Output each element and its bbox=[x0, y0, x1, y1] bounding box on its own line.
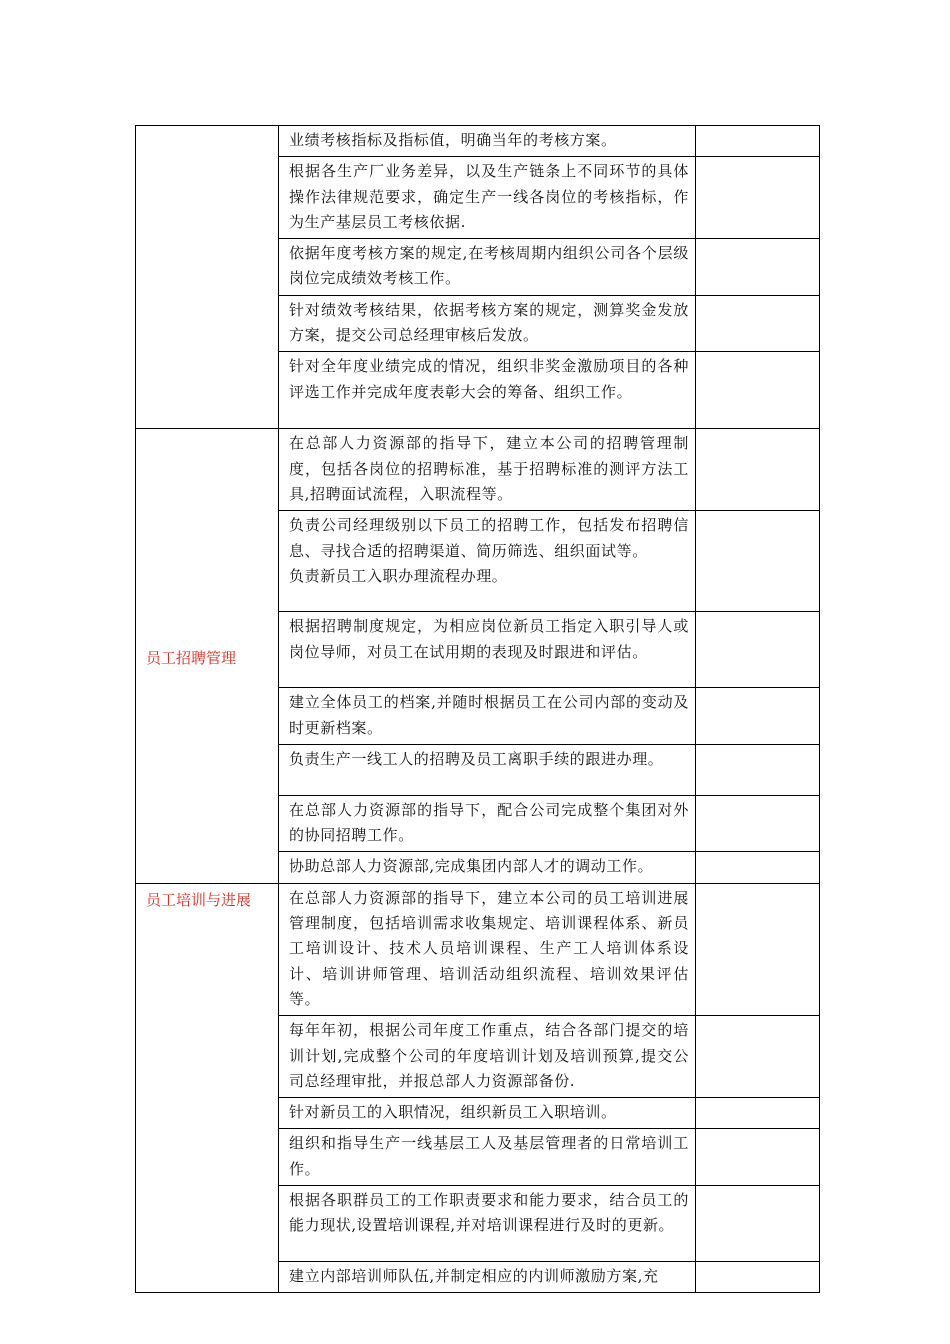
blank-cell bbox=[696, 157, 820, 239]
duty-cell bbox=[279, 429, 696, 511]
duty-text: 负责生产一线工人的招聘及员工离职手续的跟进办理。 bbox=[289, 749, 664, 768]
duty-text: 在总部人力资源部的指导下，建立本公司的员工培训进展管理制度，包括培训需求收集规定、培训课程体系、新员工培训设计、技术人员培训课程、生产工人培训体系设计、培训讲师管理、培训活动组织流程、培训效果评估等。 bbox=[289, 888, 689, 1008]
duty-cell bbox=[279, 126, 696, 157]
blank-cell bbox=[696, 852, 820, 883]
duty-text: 针对全年度业绩完成的情况，组织非奖金激励项目的各种评选工作并完成年度表彰大会的筹备、组织工作。 bbox=[289, 357, 689, 401]
duty-cell bbox=[279, 883, 696, 1015]
duties-table bbox=[135, 125, 820, 1293]
table-row bbox=[136, 883, 820, 1015]
blank-cell bbox=[696, 612, 820, 688]
blank-cell bbox=[696, 1186, 820, 1262]
blank-cell bbox=[696, 429, 820, 511]
blank-cell bbox=[696, 1016, 820, 1098]
duty-text: 根据招聘制度规定，为相应岗位新员工指定入职引导人或岗位导师，对员工在试用期的表现及时跟进和评估。 bbox=[289, 617, 689, 661]
blank-cell bbox=[696, 126, 820, 157]
blank-cell bbox=[696, 1129, 820, 1186]
duty-cell bbox=[279, 1186, 696, 1262]
duty-cell bbox=[279, 612, 696, 688]
category-label: 员工招聘管理 bbox=[146, 648, 237, 667]
blank-cell bbox=[696, 1098, 820, 1129]
duty-text: 建立内部培训师队伍,并制定相应的内训师激励方案,充 bbox=[289, 1267, 659, 1286]
blank-cell bbox=[696, 744, 820, 795]
duty-text: 根据各职群员工的工作职责要求和能力要求，结合员工的能力现状,设置培训课程,并对培训课程进行及时的更新。 bbox=[289, 1191, 689, 1235]
duty-text: 在总部人力资源部的指导下，配合公司完成整个集团对外的协同招聘工作。 bbox=[289, 800, 689, 845]
blank-cell bbox=[696, 295, 820, 352]
duty-text: 协助总部人力资源部,完成集团内部人才的调动工作。 bbox=[289, 857, 654, 876]
duty-cell bbox=[279, 1098, 696, 1129]
duty-cell bbox=[279, 295, 696, 352]
duty-cell bbox=[279, 239, 696, 296]
duty-cell bbox=[279, 795, 696, 852]
duty-cell bbox=[279, 852, 696, 883]
blank-cell bbox=[696, 883, 820, 1015]
duty-cell bbox=[279, 352, 696, 429]
blank-cell bbox=[696, 239, 820, 296]
duty-cell bbox=[279, 511, 696, 612]
duty-text: 依据年度考核方案的规定,在考核周期内组织公司各个层级岗位完成绩效考核工作。 bbox=[289, 244, 689, 288]
duty-text: 针对绩效考核结果，依据考核方案的规定，测算奖金发放方案，提交公司总经理审核后发放。 bbox=[289, 300, 689, 345]
category-label: 员工培训与进展 bbox=[146, 890, 252, 909]
duty-cell bbox=[279, 688, 696, 745]
duty-text: 每年年初，根据公司年度工作重点，结合各部门提交的培训计划,完成整个公司的年度培训计划及培训预算,提交公司总经理审批，并报总部人力资源部备份. bbox=[289, 1021, 689, 1090]
category-cell-recruitment bbox=[136, 429, 279, 883]
duty-text: 业绩考核指标及指标值，明确当年的考核方案。 bbox=[289, 131, 617, 149]
duty-text: 组织和指导生产一线基层工人及基层管理者的日常培训工作。 bbox=[289, 1134, 689, 1178]
duty-text: 负责公司经理级别以下员工的招聘工作，包括发布招聘信息、寻找合适的招聘渠道、简历筛选、组织面试等。 负责新员工入职办理流程办理。 bbox=[289, 516, 689, 585]
duty-cell bbox=[279, 1262, 696, 1293]
table-row bbox=[136, 429, 820, 511]
category-cell-training bbox=[136, 883, 279, 1293]
duty-cell bbox=[279, 157, 696, 239]
duty-cell bbox=[279, 1016, 696, 1098]
duty-cell bbox=[279, 744, 696, 795]
category-cell-performance bbox=[136, 126, 279, 429]
duty-text: 在总部人力资源部的指导下，建立本公司的招聘管理制度，包括各岗位的招聘标准，基于招聘标准的测评方法工具,招聘面试流程，入职流程等。 bbox=[289, 434, 689, 503]
blank-cell bbox=[696, 795, 820, 852]
blank-cell bbox=[696, 511, 820, 612]
table-row bbox=[136, 126, 820, 157]
blank-cell bbox=[696, 688, 820, 745]
duty-cell bbox=[279, 1129, 696, 1186]
duty-text: 根据各生产厂业务差异，以及生产链条上不同环节的具体操作法律规范要求，确定生产一线各岗位的考核指标，作为生产基层员工考核依据. bbox=[289, 162, 689, 231]
blank-cell bbox=[696, 1262, 820, 1293]
duty-text: 建立全体员工的档案,并随时根据员工在公司内部的变动及时更新档案。 bbox=[289, 693, 689, 737]
blank-cell bbox=[696, 352, 820, 429]
duty-text: 针对新员工的入职情况，组织新员工入职培训。 bbox=[289, 1103, 617, 1122]
